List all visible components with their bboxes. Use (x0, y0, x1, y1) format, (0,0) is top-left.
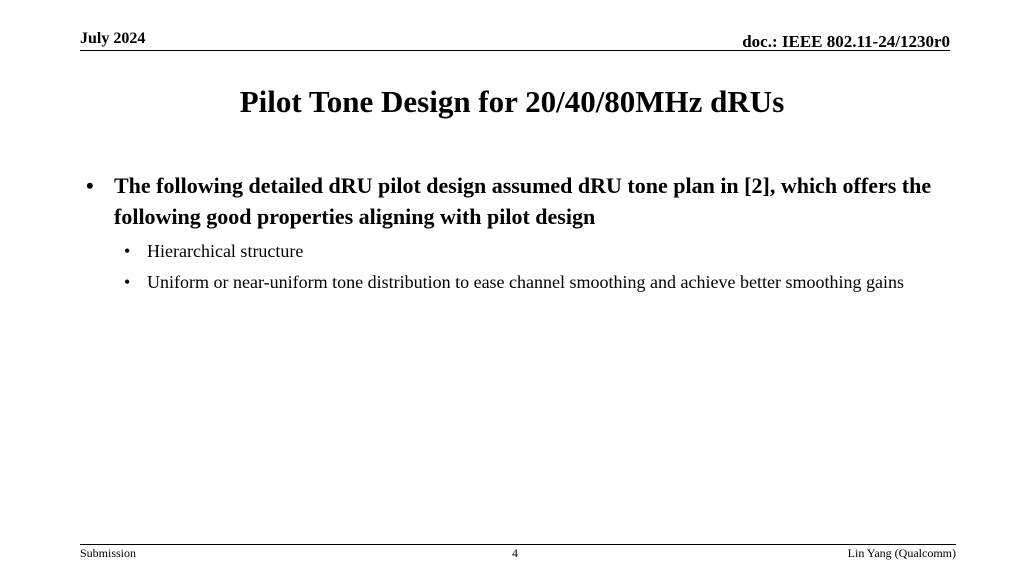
sub-bullet-text: Hierarchical structure (147, 241, 304, 261)
header-date: July 2024 (80, 30, 146, 47)
slide-title: Pilot Tone Design for 20/40/80MHz dRUs (239, 84, 785, 119)
sub-bullet-list (84, 238, 944, 295)
header-divider (80, 50, 950, 51)
footer-divider (80, 544, 956, 545)
bullet-item (84, 170, 944, 232)
bullet-text: The following detailed dRU pilot design assumed dRU tone plan in [2], which offers the following good properties aligning with pilot design (114, 173, 932, 229)
footer-author: Lin Yang (Qualcomm) (847, 546, 956, 560)
sub-bullet-dot-icon: • (124, 272, 131, 292)
sub-bullet-dot-icon: • (124, 241, 131, 261)
footer-page-number: 4 (512, 546, 518, 560)
slide-body (84, 170, 944, 300)
sub-bullet-item (84, 269, 944, 295)
sub-bullet-text: Uniform or near-uniform tone distribution to ease channel smoothing and achieve better smoothing gains (147, 272, 904, 292)
bullet-dot-icon: • (86, 173, 94, 198)
header-doc-id: doc.: IEEE 802.11-24/1230r0 (742, 32, 950, 51)
sub-bullet-item (84, 238, 944, 264)
footer-submission: Submission (80, 546, 137, 560)
